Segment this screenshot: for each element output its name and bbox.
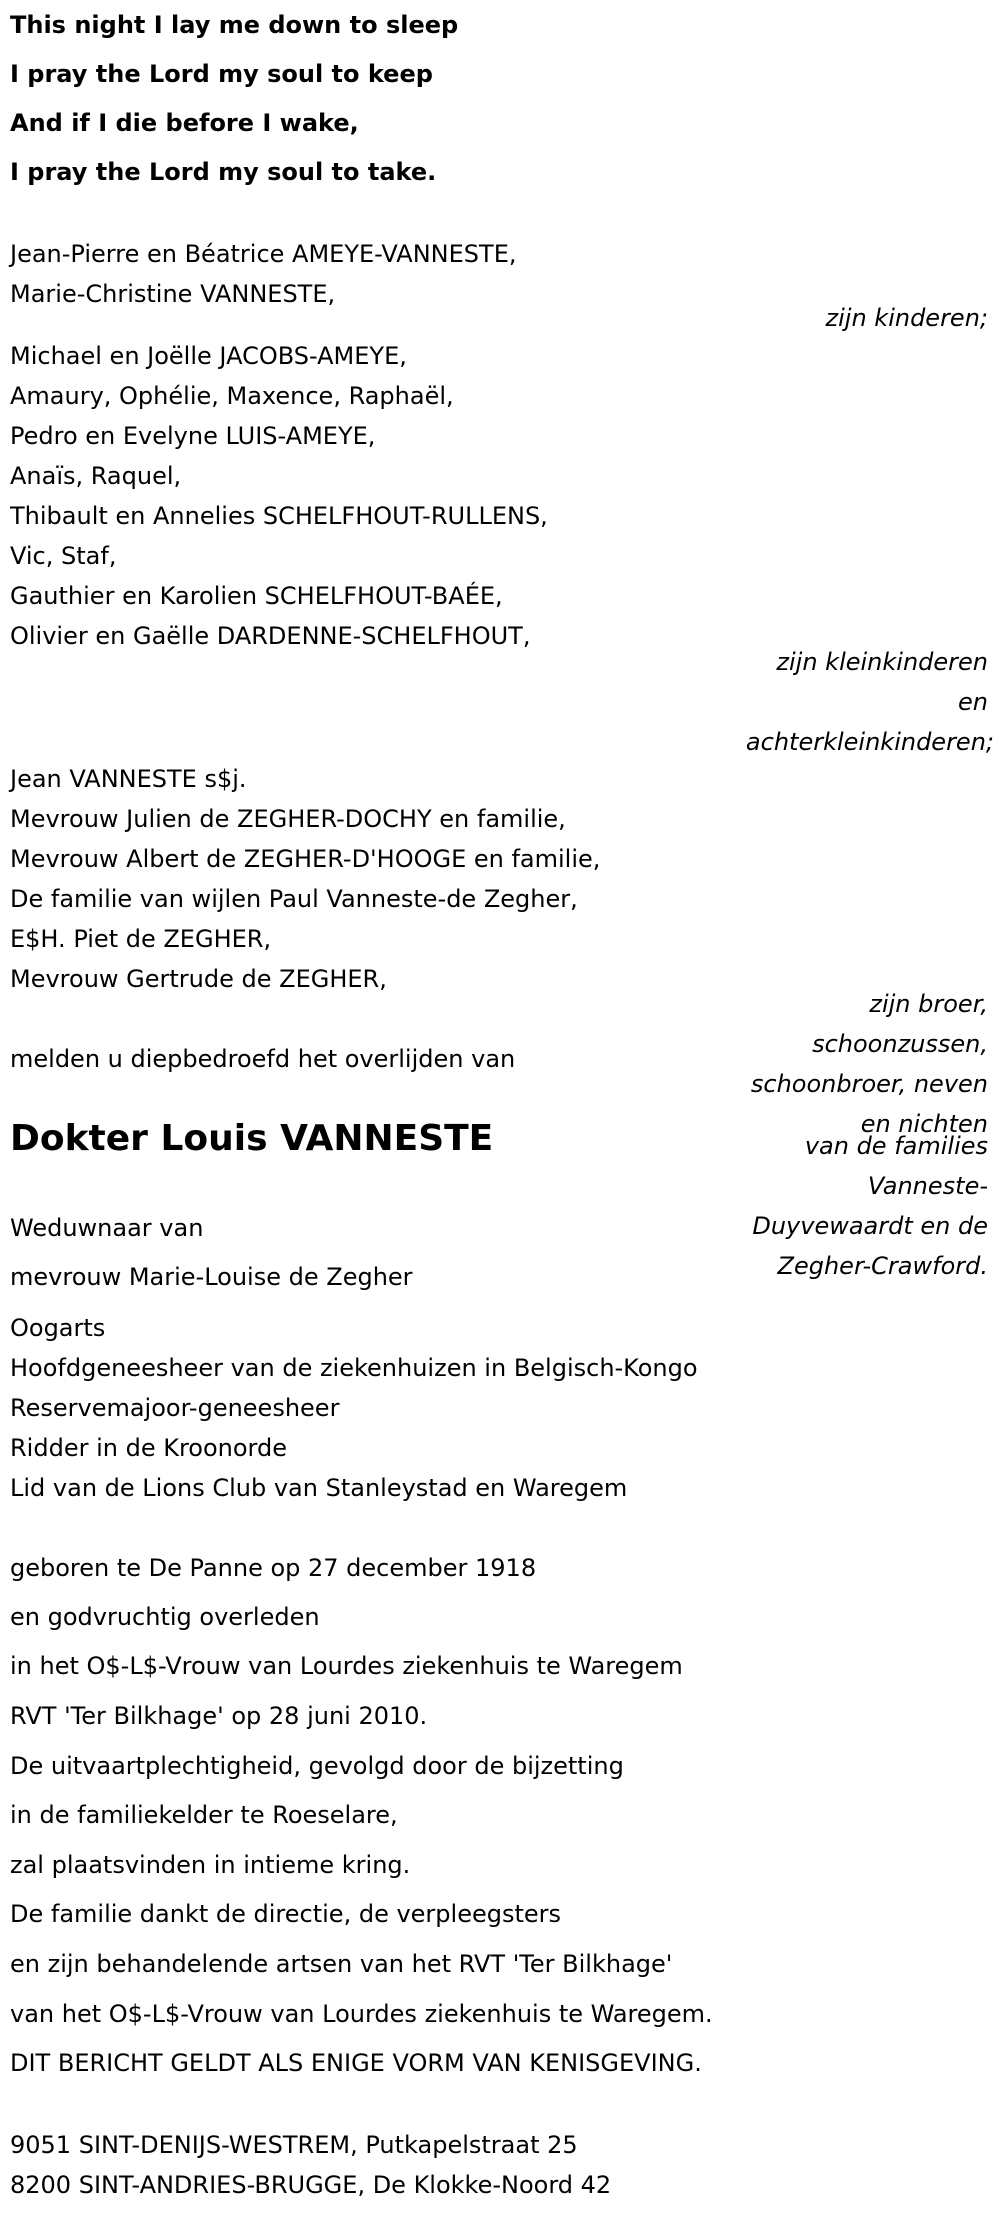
grandchildren-role-3: achterkleinkinderen; — [745, 728, 994, 756]
siblings-role-1: zijn broer, — [869, 990, 988, 1018]
title-line-4: Ridder in de Kroonorde — [10, 1434, 287, 1462]
grandchildren-role-2: en — [958, 688, 988, 716]
sibling-line-4: De familie van wijlen Paul Vanneste-de Zegher, — [10, 885, 578, 913]
prayer-line-3: And if I die before I wake, — [10, 109, 359, 137]
title-line-3: Reservemajoor-geneesheer — [10, 1394, 340, 1422]
address-line-2: 8200 SINT-ANDRIES-BRUGGE, De Klokke-Noord 42 — [10, 2171, 612, 2199]
siblings-role-4: en nichten — [860, 1110, 988, 1138]
title-line-5: Lid van de Lions Club van Stanleystad en Waregem — [10, 1474, 628, 1502]
title-line-2: Hoofdgeneesheer van de ziekenhuizen in Belgisch-Kongo — [10, 1354, 698, 1382]
grandchild-line-4: Anaïs, Raquel, — [10, 462, 182, 490]
sibling-line-6: Mevrouw Gertrude de ZEGHER, — [10, 965, 387, 993]
sibling-line-1: Jean VANNESTE s$j. — [10, 765, 247, 793]
sibling-line-5: E$H. Piet de ZEGHER, — [10, 925, 272, 953]
child-line-2: Marie-Christine VANNESTE, — [10, 280, 336, 308]
families-role-3: Duyvewaardt en de — [752, 1212, 988, 1240]
families-role-2: Vanneste- — [867, 1172, 988, 1200]
children-role: zijn kinderen; — [825, 304, 988, 332]
detail-line-4: RVT 'Ter Bilkhage' op 28 juni 2010. — [10, 1702, 428, 1730]
grandchild-line-3: Pedro en Evelyne LUIS-AMEYE, — [10, 422, 376, 450]
detail-line-7: zal plaatsvinden in intieme kring. — [10, 1851, 411, 1879]
announce-line: melden u diepbedroefd het overlijden van — [10, 1045, 516, 1073]
detail-line-8: De familie dankt de directie, de verpleegsters — [10, 1900, 562, 1928]
detail-line-1: geboren te De Panne op 27 december 1918 — [10, 1554, 537, 1582]
prayer-line-4: I pray the Lord my soul to take. — [10, 158, 437, 186]
detail-line-6: in de familiekelder te Roeselare, — [10, 1801, 398, 1829]
grandchild-line-1: Michael en Joëlle JACOBS-AMEYE, — [10, 342, 407, 370]
grandchild-line-8: Olivier en Gaëlle DARDENNE-SCHELFHOUT, — [10, 622, 531, 650]
detail-line-5: De uitvaartplechtigheid, gevolgd door de bijzetting — [10, 1752, 624, 1780]
sibling-line-2: Mevrouw Julien de ZEGHER-DOCHY en familie, — [10, 805, 566, 833]
address-line-1: 9051 SINT-DENIJS-WESTREM, Putkapelstraat 25 — [10, 2131, 578, 2159]
widower-line-2: mevrouw Marie-Louise de Zegher — [10, 1263, 413, 1291]
families-role-4: Zegher-Crawford. — [777, 1252, 988, 1280]
detail-line-9: en zijn behandelende artsen van het RVT 'Ter Bilkhage' — [10, 1950, 673, 1978]
detail-line-10: van het O$-L$-Vrouw van Lourdes ziekenhuis te Waregem. — [10, 2000, 713, 2028]
child-line-1: Jean-Pierre en Béatrice AMEYE-VANNESTE, — [10, 240, 517, 268]
title-line-1: Oogarts — [10, 1314, 106, 1342]
grandchild-line-6: Vic, Staf, — [10, 542, 117, 570]
detail-line-3: in het O$-L$-Vrouw van Lourdes ziekenhuis te Waregem — [10, 1652, 683, 1680]
prayer-line-2: I pray the Lord my soul to keep — [10, 60, 433, 88]
prayer-line-1: This night I lay me down to sleep — [10, 11, 459, 39]
deceased-name: Dokter Louis VANNESTE — [10, 1118, 494, 1159]
families-role-1: van de families — [804, 1132, 988, 1160]
grandchildren-role-1: zijn kleinkinderen — [776, 648, 988, 676]
siblings-role-3: schoonbroer, neven — [750, 1070, 988, 1098]
siblings-role-2: schoonzussen, — [812, 1030, 988, 1058]
detail-line-2: en godvruchtig overleden — [10, 1603, 320, 1631]
sibling-line-3: Mevrouw Albert de ZEGHER-D'HOOGE en familie, — [10, 845, 601, 873]
widower-line-1: Weduwnaar van — [10, 1214, 204, 1242]
grandchild-line-2: Amaury, Ophélie, Maxence, Raphaël, — [10, 382, 454, 410]
grandchild-line-5: Thibault en Annelies SCHELFHOUT-RULLENS, — [10, 502, 548, 530]
detail-line-11: DIT BERICHT GELDT ALS ENIGE VORM VAN KENISGEVING. — [10, 2049, 702, 2077]
grandchild-line-7: Gauthier en Karolien SCHELFHOUT-BAÉE, — [10, 582, 503, 610]
